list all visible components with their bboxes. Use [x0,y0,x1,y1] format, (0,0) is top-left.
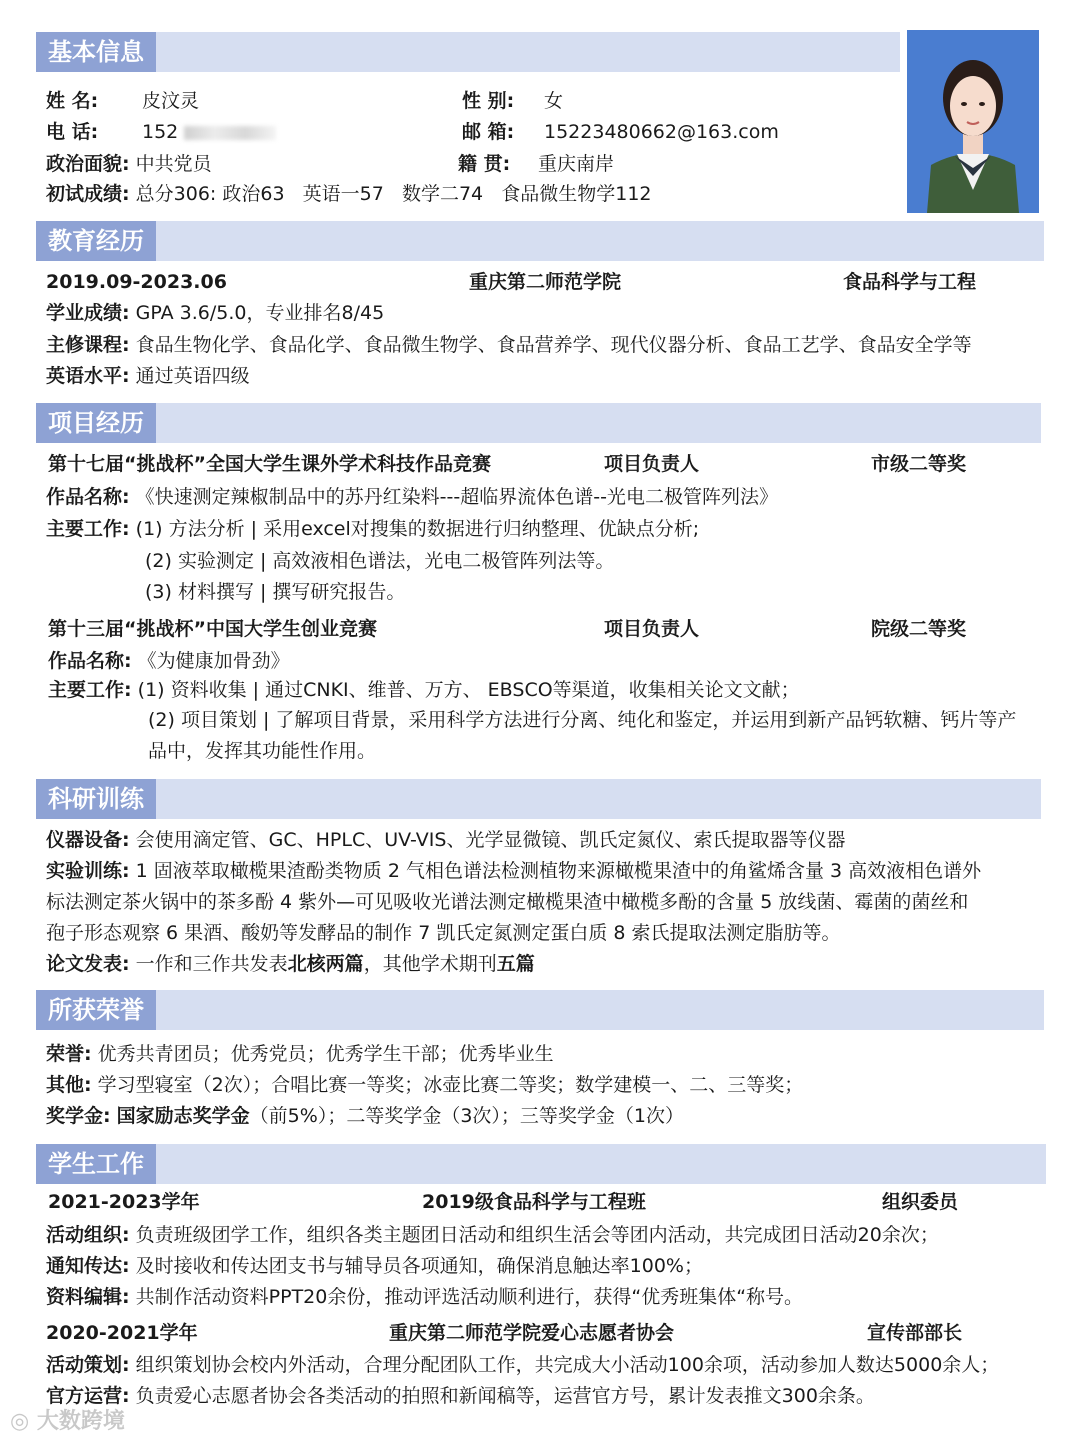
email-label: 邮 箱: [462,121,515,143]
project-1-duty-row [46,515,699,543]
training-line-2: 标法测定茶火锅中的茶多酚 4 紫外—可见吸收光谱法测定橄榄果渣中橄榄多酚的含量 5 放线菌、霉菌的菌丝和 [46,891,969,913]
phone-value [142,118,276,146]
political-label: 政治面貌: [46,153,130,175]
edu-courses-row [46,331,972,359]
honor-value: 优秀共青团员；优秀党员；优秀学生干部；优秀毕业生 [97,1043,554,1065]
project-2-title: 第十三届“挑战杯”中国大学生创业竞赛 [48,618,377,640]
edu-school: 重庆第二师范学院 [469,271,622,293]
work-1-item-3-text: 共制作活动资料PPT20余份，推动评选活动顺利进行，获得“优秀班集体“称号。 [135,1286,804,1308]
scholarship-label: 奖学金: [46,1105,111,1127]
work-1-item-2 [46,1252,703,1280]
work-2-org: 重庆第二师范学院爱心志愿者协会 [389,1322,675,1344]
edu-english-row [46,362,250,390]
training-label: 实验训练: [46,860,130,882]
other-label: 其他: [46,1074,92,1096]
watermark [10,1404,125,1435]
origin-label: 籍 贯: [458,153,511,175]
work-1-item-2-label: 通知传达: [46,1255,130,1277]
gpa-value: GPA 3.6/5.0，专业排名8/45 [135,302,385,324]
section-title-research: 科研训练 [36,779,156,819]
section-title-student-work: 学生工作 [36,1144,156,1184]
honor-label: 荣誉: [46,1043,92,1065]
project-1-duty-2: (2) 实验测定 | 高效液相色谱法，光电二极管阵列法等。 [145,550,615,572]
edu-period: 2019.09-2023.06 [46,271,227,293]
project-1-work-row [46,483,778,511]
instrument-value: 会使用滴定管、GC、HPLC、UV-VIS、光学显微镜、凯氏定氮仪、索氏提取器等仪器 [135,829,846,851]
training-row [46,857,981,885]
project-1-duty-1: (1) 方法分析 | 采用excel对搜集的数据进行归纳整理、优缺点分析; [135,518,700,540]
project-1-role: 项目负责人 [604,453,700,475]
work-2-item-2-text: 负责爱心志愿者协会各类活动的拍照和新闻稿等，运营官方号，累计发表推文300余条。 [135,1385,875,1407]
name-label: 姓 名: [46,90,99,112]
project-1-duty-label: 主要工作: [46,518,130,540]
courses-value: 食品生物化学、食品化学、食品微生物学、食品营养学、现代仪器分析、食品工艺学、食品安全学等 [135,334,972,356]
paper-text-a: 一作和三作共发表 [135,953,288,975]
email-value: 15223480662@163.com [544,121,779,143]
project-2-duty-3: 品中，发挥其功能性作用。 [148,740,377,762]
other-honor-row [46,1071,803,1099]
political-row [46,150,212,178]
section-bar-projects [36,403,1041,443]
email-row [462,118,779,146]
watermark-logo-icon: ◎ [10,1409,37,1434]
work-1-item-3-label: 资料编辑: [46,1286,130,1308]
paper-text-b: 北核两篇 [287,953,364,975]
work-2-role: 宣传部部长 [867,1322,963,1344]
english-label: 英语水平: [46,365,130,387]
scholarship-row [46,1102,684,1130]
name-value: 皮汶灵 [142,90,200,112]
project-2-role: 项目负责人 [604,618,700,640]
project-2-work-label: 作品名称: [48,650,132,672]
section-bar-honors [36,990,1044,1030]
honor-row [46,1040,554,1068]
section-bar-basic [36,32,900,72]
work-1-period: 2021-2023学年 [48,1191,200,1213]
work-1-role: 组织委员 [882,1191,959,1213]
section-bar-student-work [36,1144,1046,1184]
work-2-item-2-label: 官方运营: [46,1385,130,1407]
english-value: 通过英语四级 [135,365,250,387]
instrument-label: 仪器设备: [46,829,130,851]
work-2-period: 2020-2021学年 [46,1322,198,1344]
origin-row [458,150,615,178]
project-2-duty-row [48,676,800,704]
project-2-duty-2: (2) 项目策划 | 了解项目背景，采用科学方法进行分离、纯化和鉴定，并运用到新产品钙软糖、钙片等产 [148,709,1017,731]
paper-row [46,950,535,978]
score-row [46,180,652,208]
work-1-item-1-text: 负责班级团学工作，组织各类主题团日活动和组织生活会等团内活动，共完成团日活动20余次； [135,1224,939,1246]
training-line-1: 1 固液萃取橄榄果渣酚类物质 2 气相色谱法检测植物来源橄榄果渣中的角鲨烯含量 3 高效液相色谱外 [135,860,982,882]
paper-label: 论文发表: [46,953,130,975]
watermark-text: 大数跨境 [36,1409,125,1434]
scholarship-main: 国家励志奖学金 [116,1105,250,1127]
work-1-org: 2019级食品科学与工程班 [422,1191,646,1213]
section-title-honors: 所获荣誉 [36,990,156,1030]
score-label: 初试成绩: [46,183,130,205]
project-2-award: 院级二等奖 [871,618,967,640]
section-title-basic: 基本信息 [36,32,156,72]
project-1-work-label: 作品名称: [46,486,130,508]
paper-text-c: ，其他学术期刊 [363,953,497,975]
portrait-illustration [907,30,1039,213]
score-value: 总分306: 政治63 英语一57 数学二74 食品微生物学112 [135,183,652,205]
work-1-item-3 [46,1283,803,1311]
gpa-label: 学业成绩: [46,302,130,324]
work-2-item-1-text: 组织策划协会校内外活动，合理分配团队工作，共完成大小活动100余项，活动参加人数达5000余人； [135,1354,1000,1376]
scholarship-rest: （前5%）；二等奖学金（3次）；三等奖学金（1次） [249,1105,684,1127]
edu-major: 食品科学与工程 [843,271,977,293]
phone-redacted-blur [184,126,276,140]
project-2-duty-1: (1) 资料收集 | 通过CNKI、维普、万方、 EBSCO等渠道，收集相关论文文献； [137,679,800,701]
work-2-item-1 [46,1351,999,1379]
work-2-item-2 [46,1382,875,1410]
paper-text-d: 五篇 [496,953,535,975]
project-2-work-row [48,647,290,675]
work-1-item-1 [46,1221,939,1249]
project-1-title: 第十七届“挑战杯”全国大学生课外学术科技作品竞赛 [48,453,491,475]
edu-gpa-row [46,299,384,327]
phone-prefix: 152 [142,121,179,143]
instrument-row [46,826,845,854]
work-1-item-2-text: 及时接收和传达团支书与辅导员各项通知，确保消息触达率100%； [135,1255,703,1277]
gender-label: 性 别: [462,90,515,112]
work-2-item-1-label: 活动策划: [46,1354,130,1376]
project-1-award: 市级二等奖 [871,453,967,475]
phone-label: 电 话: [46,121,99,143]
gender-row [462,87,564,115]
name-row [46,87,200,115]
section-bar-research [36,779,1041,819]
political-value: 中共党员 [135,153,212,175]
other-value: 学习型寝室（2次）；合唱比赛一等奖；冰壶比赛二等奖；数学建模一、二、三等奖； [97,1074,804,1096]
section-title-projects: 项目经历 [36,403,156,443]
training-line-3: 孢子形态观察 6 果酒、酸奶等发酵品的制作 7 凯氏定氮测定蛋白质 8 索氏提取法测定脂肪等。 [46,922,841,944]
work-1-item-1-label: 活动组织: [46,1224,130,1246]
section-bar-education [36,221,1044,261]
section-title-education: 教育经历 [36,221,156,261]
phone-row [46,118,179,146]
profile-photo [907,30,1039,213]
project-2-work: 《为健康加骨劲》 [137,650,290,672]
origin-value: 重庆南岸 [538,153,615,175]
project-1-duty-3: (3) 材料撰写 | 撰写研究报告。 [145,581,406,603]
project-2-duty-label: 主要工作: [48,679,132,701]
gender-value: 女 [544,90,564,112]
courses-label: 主修课程: [46,334,130,356]
project-1-work: 《快速测定辣椒制品中的苏丹红染料---超临界流体色谱--光电二极管阵列法》 [135,486,778,508]
